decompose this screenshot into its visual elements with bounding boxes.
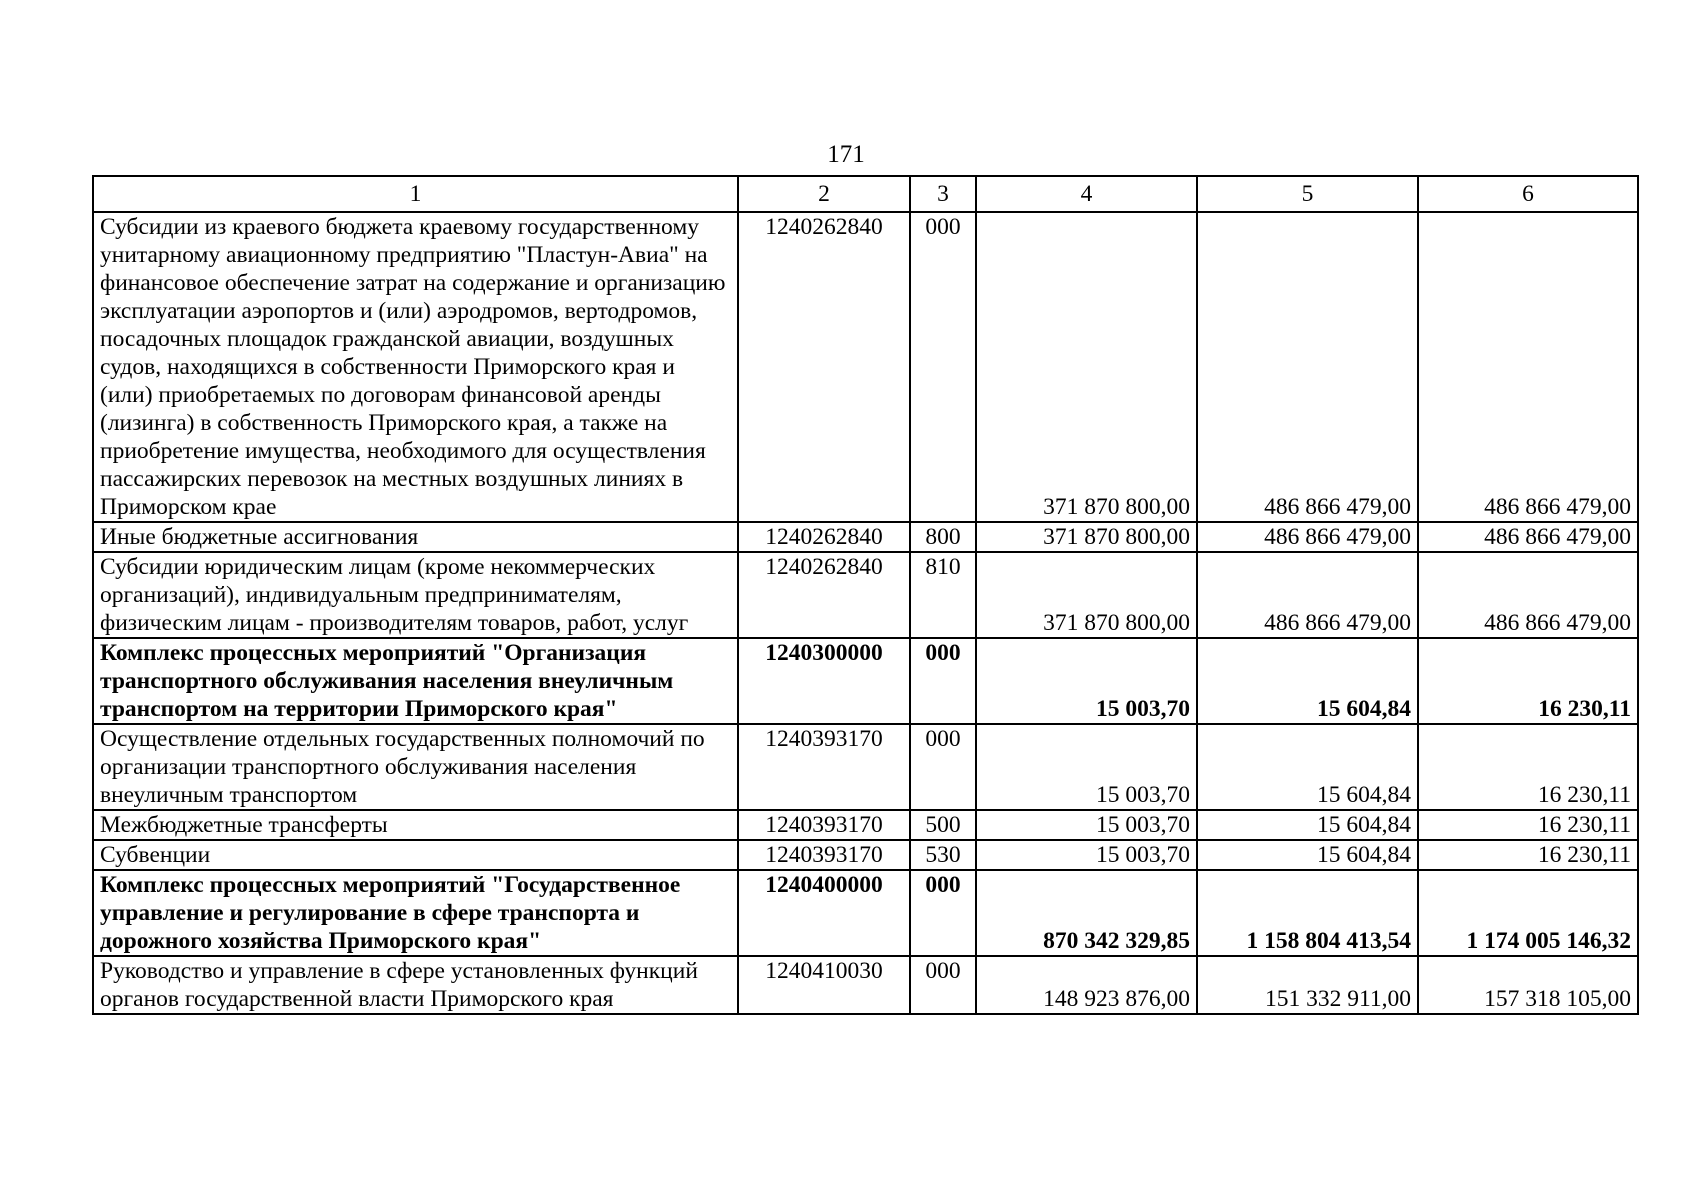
amount-col6-cell: 16 230,11 (1418, 638, 1638, 724)
row-name-cell: Субвенции (93, 840, 738, 870)
budget-table (92, 175, 1639, 1015)
table-row (93, 552, 1638, 638)
amount-col6-cell: 157 318 105,00 (1418, 956, 1638, 1014)
target-code-cell: 1240393170 (738, 840, 910, 870)
amount-col4-cell: 15 003,70 (976, 810, 1197, 840)
amount-col5-cell: 1 158 804 413,54 (1197, 870, 1418, 956)
amount-col6-cell: 16 230,11 (1418, 724, 1638, 810)
expense-type-cell: 800 (910, 522, 976, 552)
column-header: 1 (93, 176, 738, 212)
amount-col4-cell: 15 003,70 (976, 638, 1197, 724)
expense-type-cell: 000 (910, 212, 976, 522)
expense-type-cell: 000 (910, 870, 976, 956)
target-code-cell: 1240262840 (738, 212, 910, 522)
table-row (93, 522, 1638, 552)
amount-col4-cell: 371 870 800,00 (976, 552, 1197, 638)
target-code-cell: 1240410030 (738, 956, 910, 1014)
expense-type-cell: 000 (910, 638, 976, 724)
expense-type-cell: 000 (910, 956, 976, 1014)
amount-col5-cell: 486 866 479,00 (1197, 522, 1418, 552)
target-code-cell: 1240262840 (738, 552, 910, 638)
row-name-cell: Иные бюджетные ассигнования (93, 522, 738, 552)
amount-col5-cell: 151 332 911,00 (1197, 956, 1418, 1014)
target-code-cell: 1240393170 (738, 724, 910, 810)
table-row (93, 956, 1638, 1014)
expense-type-cell: 500 (910, 810, 976, 840)
expense-type-cell: 810 (910, 552, 976, 638)
table-row (93, 638, 1638, 724)
amount-col5-cell: 15 604,84 (1197, 638, 1418, 724)
row-name-cell: Субсидии юридическим лицам (кроме некоммерческих организаций), индивидуальным предпринимателям, физическим лицам - производителям товаров, работ, услуг (93, 552, 738, 638)
amount-col6-cell: 486 866 479,00 (1418, 552, 1638, 638)
amount-col5-cell: 486 866 479,00 (1197, 212, 1418, 522)
amount-col6-cell: 486 866 479,00 (1418, 212, 1638, 522)
amount-col6-cell: 16 230,11 (1418, 840, 1638, 870)
amount-col5-cell: 15 604,84 (1197, 810, 1418, 840)
amount-col5-cell: 486 866 479,00 (1197, 552, 1418, 638)
table-row (93, 840, 1638, 870)
row-name-cell: Руководство и управление в сфере установленных функций органов государственной власти Приморского края (93, 956, 738, 1014)
amount-col4-cell: 15 003,70 (976, 724, 1197, 810)
column-header: 4 (976, 176, 1197, 212)
target-code-cell: 1240300000 (738, 638, 910, 724)
amount-col5-cell: 15 604,84 (1197, 840, 1418, 870)
table-row (93, 870, 1638, 956)
row-name-cell: Субсидии из краевого бюджета краевому государственному унитарному авиационному предприятию "Пластун-Авиа" на финансовое обеспечение затрат на содержание и организацию эксплуатации аэропортов и (или) аэродромов, вертодромов, посадочных площадок гражданской авиации, воздушных судов, находящихся в собственности Приморского края и (или) приобретаемых по договорам финансовой аренды (лизинга) в собственность Приморского края, а также на приобретение имущества, необходимого для осуществления пассажирских перевозок на местных воздушных линиях в Приморском крае (93, 212, 738, 522)
amount-col4-cell: 870 342 329,85 (976, 870, 1197, 956)
amount-col4-cell: 371 870 800,00 (976, 212, 1197, 522)
column-header: 2 (738, 176, 910, 212)
expense-type-cell: 000 (910, 724, 976, 810)
row-name-cell: Комплекс процессных мероприятий "Государственное управление и регулирование в сфере транспорта и дорожного хозяйства Приморского края" (93, 870, 738, 956)
amount-col4-cell: 15 003,70 (976, 840, 1197, 870)
column-header: 6 (1418, 176, 1638, 212)
target-code-cell: 1240393170 (738, 810, 910, 840)
amount-col6-cell: 16 230,11 (1418, 810, 1638, 840)
expense-type-cell: 530 (910, 840, 976, 870)
column-header: 5 (1197, 176, 1418, 212)
amount-col5-cell: 15 604,84 (1197, 724, 1418, 810)
row-name-cell: Осуществление отдельных государственных полномочий по организации транспортного обслуживания населения внеуличным транспортом (93, 724, 738, 810)
column-header: 3 (910, 176, 976, 212)
table-row (93, 810, 1638, 840)
amount-col4-cell: 371 870 800,00 (976, 522, 1197, 552)
amount-col6-cell: 486 866 479,00 (1418, 522, 1638, 552)
amount-col4-cell: 148 923 876,00 (976, 956, 1197, 1014)
table-row (93, 724, 1638, 810)
row-name-cell: Комплекс процессных мероприятий "Организация транспортного обслуживания населения внеуличным транспортом на территории Приморского края" (93, 638, 738, 724)
table-row (93, 212, 1638, 522)
amount-col6-cell: 1 174 005 146,32 (1418, 870, 1638, 956)
target-code-cell: 1240262840 (738, 522, 910, 552)
page-number: 171 (827, 141, 865, 168)
target-code-cell: 1240400000 (738, 870, 910, 956)
table-header-row (93, 176, 1638, 212)
row-name-cell: Межбюджетные трансферты (93, 810, 738, 840)
